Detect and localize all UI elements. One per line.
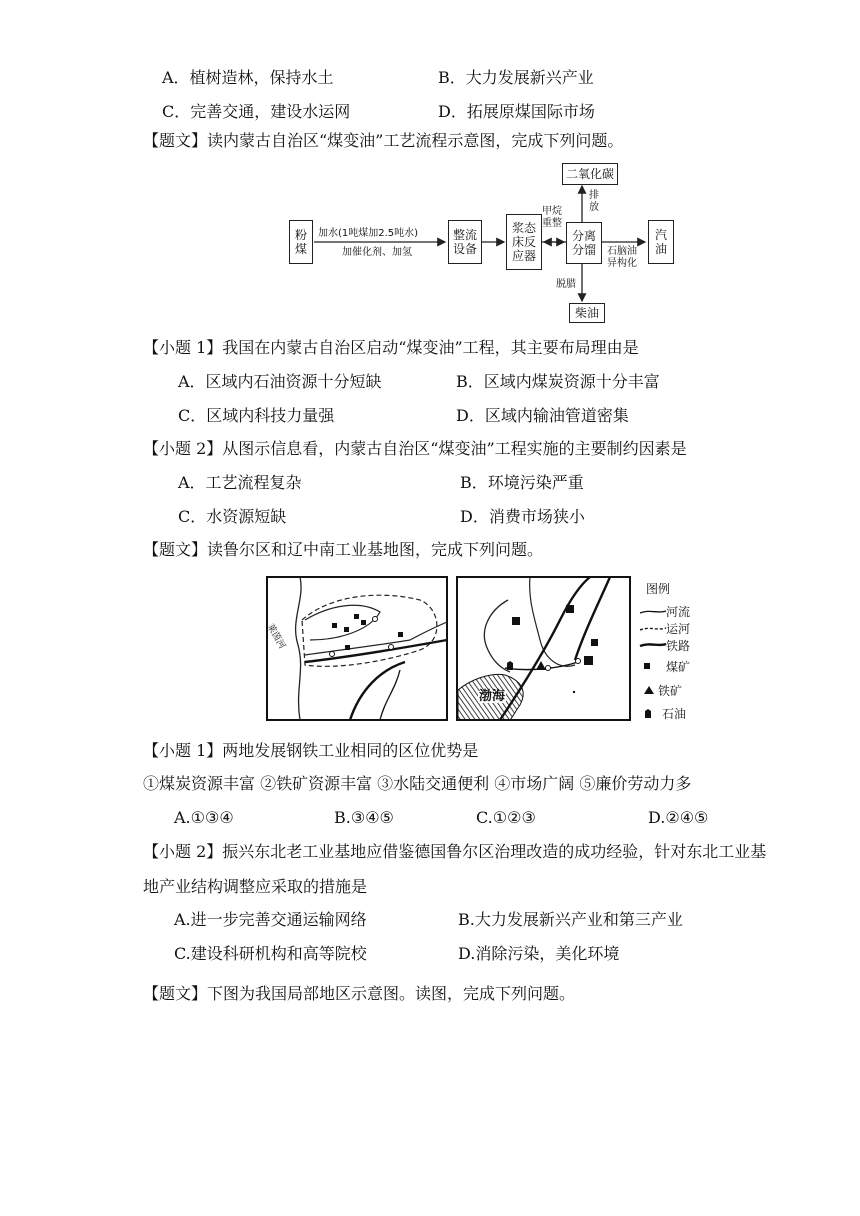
coal-q2-option-b[interactable]: B．环境污染严重 [460,473,584,492]
coal-q1-option-b[interactable]: B．区域内煤炭资源十分丰富 [456,372,660,391]
legend-river: 河流 [666,605,691,619]
label-catalyst: 加催化剂、加氢 [342,247,412,258]
ruhr-q2-stem-2: 地产业结构调整应采取的措施是 [143,877,368,896]
ruhr-q1-choices: ①煤炭资源丰富 ②铁矿资源丰富 ③水陆交通便利 ④市场广阔 ⑤廉价劳动力多 [143,774,692,793]
label-water: 加水(1吨煤加2.5吨水) [318,228,419,239]
legend-title: 图例 [646,582,671,596]
coal-q2-option-c[interactable]: C．水资源短缺 [178,507,287,526]
box-setup: 整流设备 [448,220,482,264]
ruhr-q1-option-b[interactable]: B.③④⑤ [334,808,394,827]
legend-coal-mine: 煤矿 [666,660,691,674]
legend-railway: 铁路 [666,639,691,653]
label-isomer: 石脑油异构化 [607,246,637,269]
ruhr-q2-option-a[interactable]: A.进一步完善交通运输网络 [174,910,367,929]
coal-q2-option-a[interactable]: A．工艺流程复杂 [178,473,302,492]
ruhr-q2-option-d[interactable]: D.消除污染，美化环境 [458,944,620,963]
box-diesel: 柴油 [569,303,605,323]
last-stem: 【题文】下图为我国局部地区示意图。读图，完成下列问题。 [143,984,576,1003]
ruhr-q1-option-d[interactable]: D.②④⑤ [648,808,709,827]
option-b[interactable]: B．大力发展新兴产业 [438,68,594,87]
box-gasoline: 汽油 [648,220,674,264]
option-c[interactable]: C．完善交通，建设水运网 [162,102,351,121]
coal-stem: 【题文】读内蒙古自治区“煤变油”工艺流程示意图，完成下列问题。 [143,131,624,150]
legend-iron-mine: 铁矿 [658,684,683,698]
option-a[interactable]: A．植树造林，保持水土 [162,68,334,87]
coal-q1-stem: 【小题 1】我国在内蒙古自治区启动“煤变油”工程，其主要布局理由是 [143,338,639,357]
coal-q2-stem: 【小题 2】从图示信息看，内蒙古自治区“煤变油”工程实施的主要制约因素是 [143,439,687,458]
box-reactor: 浆态床反应器 [506,214,542,270]
ruhr-q2-stem-1: 【小题 2】振兴东北老工业基地应借鉴德国鲁尔区治理改造的成功经验，针对东北工业基 [143,842,767,861]
map-sea-name: 渤海 [479,689,506,704]
coal-q1-option-c[interactable]: C．区域内科技力量强 [178,406,335,425]
option-d[interactable]: D．拓展原煤国际市场 [438,102,595,121]
ruhr-q2-option-b[interactable]: B.大力发展新兴产业和第三产业 [458,910,683,929]
ruhr-q1-stem: 【小题 1】两地发展钢铁工业相同的区位优势是 [143,741,479,760]
box-separate: 分离分馏 [566,222,602,264]
legend-oil: 石油 [662,707,687,721]
label-methane: 甲烷重整 [542,206,562,229]
legend-canal: 运河 [666,622,691,636]
label-dewax: 脱腊 [556,279,576,290]
box-coal: 粉煤 [289,220,313,264]
label-emit: 排放 [589,190,599,213]
ruhr-q2-option-c[interactable]: C.建设科研机构和高等院校 [174,944,367,963]
ruhr-q1-option-c[interactable]: C.①②③ [476,808,536,827]
coal-q1-option-d[interactable]: D．区域内输油管道密集 [456,406,629,425]
ruhr-q1-option-a[interactable]: A.①③④ [174,808,234,827]
coal-q1-option-a[interactable]: A．区域内石油资源十分短缺 [178,372,382,391]
map-river-name: 莱茵河 [264,622,287,651]
ruhr-stem: 【题文】读鲁尔区和辽中南工业基地图，完成下列问题。 [143,540,544,559]
box-co2: 二氧化碳 [562,163,618,185]
coal-q2-option-d[interactable]: D．消费市场狭小 [460,507,585,526]
